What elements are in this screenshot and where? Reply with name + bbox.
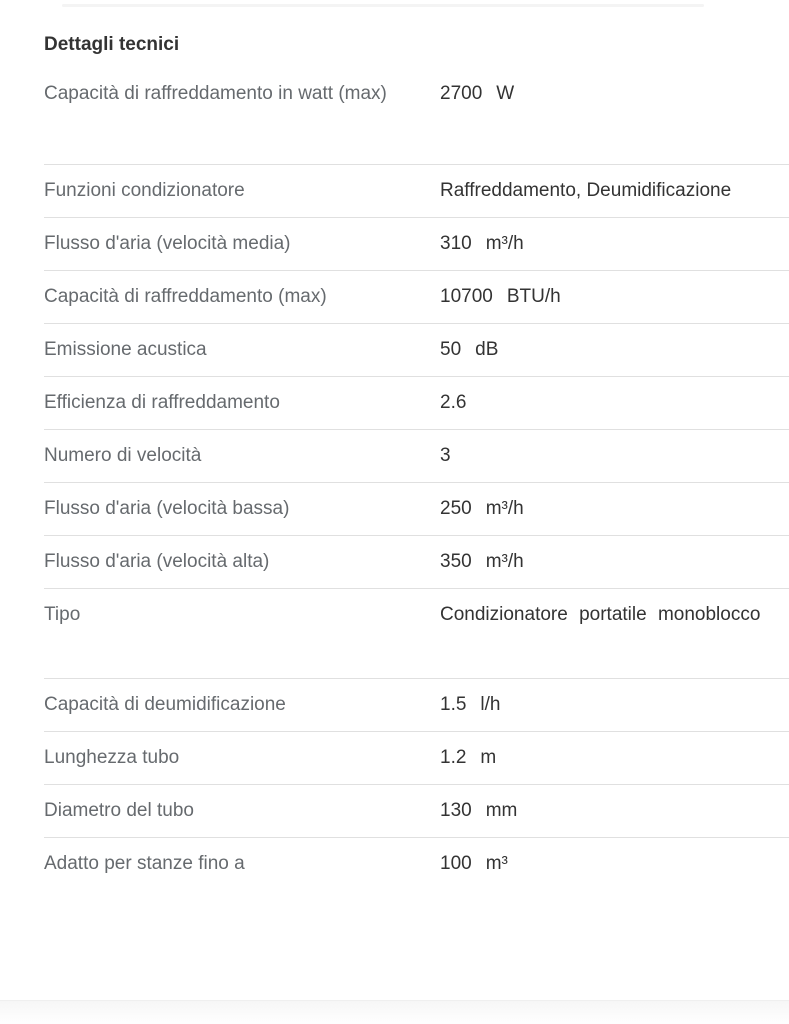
spec-value-number: 350 <box>440 551 472 572</box>
spec-row-dehumidification <box>44 679 789 732</box>
spec-value-number: 50 <box>440 339 462 360</box>
spec-label: Flusso d'aria (velocità alta) <box>44 551 270 572</box>
spec-value <box>440 596 789 634</box>
spec-label: Tipo <box>44 604 81 625</box>
spec-label: Lunghezza tubo <box>44 747 180 768</box>
spec-value <box>440 75 789 113</box>
spec-row-noise <box>44 324 789 377</box>
bottom-edge-shadow <box>0 1000 789 1024</box>
spec-label: Capacità di raffreddamento (max) <box>44 286 327 307</box>
spec-label: Flusso d'aria (velocità media) <box>44 233 291 254</box>
spec-value-number: Raffreddamento, Deumidificazione <box>440 180 732 201</box>
spec-value <box>440 792 789 830</box>
spec-label: Capacità di deumidificazione <box>44 694 286 715</box>
spec-value-number: 10700 <box>440 286 493 307</box>
spec-row-cooling-btu <box>44 271 789 324</box>
spec-value-number: 2.6 <box>440 392 467 413</box>
spec-row-hose-diameter <box>44 785 789 838</box>
spec-label: Efficienza di raffreddamento <box>44 392 280 413</box>
spec-value-number: 310 <box>440 233 472 254</box>
spec-value <box>440 845 789 883</box>
spec-value <box>440 490 789 528</box>
spec-row-cooling-watt <box>44 75 789 165</box>
spec-row-airflow-low <box>44 483 789 536</box>
spec-value <box>440 384 789 422</box>
spec-value <box>440 543 789 581</box>
top-divider <box>62 4 704 7</box>
spec-value-number: 2700 <box>440 83 483 104</box>
section-title: Dettagli tecnici <box>44 34 180 55</box>
spec-label: Capacità di raffreddamento in watt (max) <box>44 83 387 104</box>
spec-value-number: 130 <box>440 800 472 821</box>
spec-value <box>440 225 789 263</box>
spec-row-airflow-medium <box>44 218 789 271</box>
spec-label: Flusso d'aria (velocità bassa) <box>44 498 290 519</box>
spec-label: Emissione acustica <box>44 339 207 360</box>
spec-value-unit: dB <box>475 339 499 360</box>
spec-value-number: 1.2 <box>440 747 467 768</box>
spec-label: Adatto per stanze fino a <box>44 853 245 874</box>
spec-value <box>440 278 789 316</box>
spec-value <box>440 686 789 724</box>
spec-value-unit: m³ <box>485 853 508 874</box>
spec-value-number: 3 <box>440 445 451 466</box>
spec-row-room-size <box>44 838 789 890</box>
spec-value-number: 1.5 <box>440 694 467 715</box>
spec-label: Numero di velocità <box>44 445 202 466</box>
spec-row-hose-length <box>44 732 789 785</box>
spec-value <box>440 739 789 777</box>
spec-value <box>440 437 789 475</box>
spec-value-unit: m³/h <box>485 233 524 254</box>
spec-row-efficiency <box>44 377 789 430</box>
spec-table <box>44 75 789 890</box>
spec-value-unit: W <box>496 83 515 104</box>
spec-value-unit: m³/h <box>485 498 524 519</box>
spec-value-number: 250 <box>440 498 472 519</box>
spec-row-functions <box>44 165 789 218</box>
spec-value-unit: BTU/h <box>506 286 561 307</box>
spec-value-unit: m <box>480 747 497 768</box>
spec-label: Funzioni condizionatore <box>44 180 245 201</box>
spec-value-unit: l/h <box>480 694 501 715</box>
spec-value-unit: m³/h <box>485 551 524 572</box>
spec-value <box>440 331 789 369</box>
spec-row-airflow-high <box>44 536 789 589</box>
spec-row-speeds <box>44 430 789 483</box>
spec-value <box>440 172 789 210</box>
spec-label: Diametro del tubo <box>44 800 194 821</box>
spec-value-unit: mm <box>485 800 518 821</box>
spec-value-number: Condizionatore portatile monoblocco <box>440 604 761 625</box>
spec-row-type <box>44 589 789 679</box>
spec-value-number: 100 <box>440 853 472 874</box>
